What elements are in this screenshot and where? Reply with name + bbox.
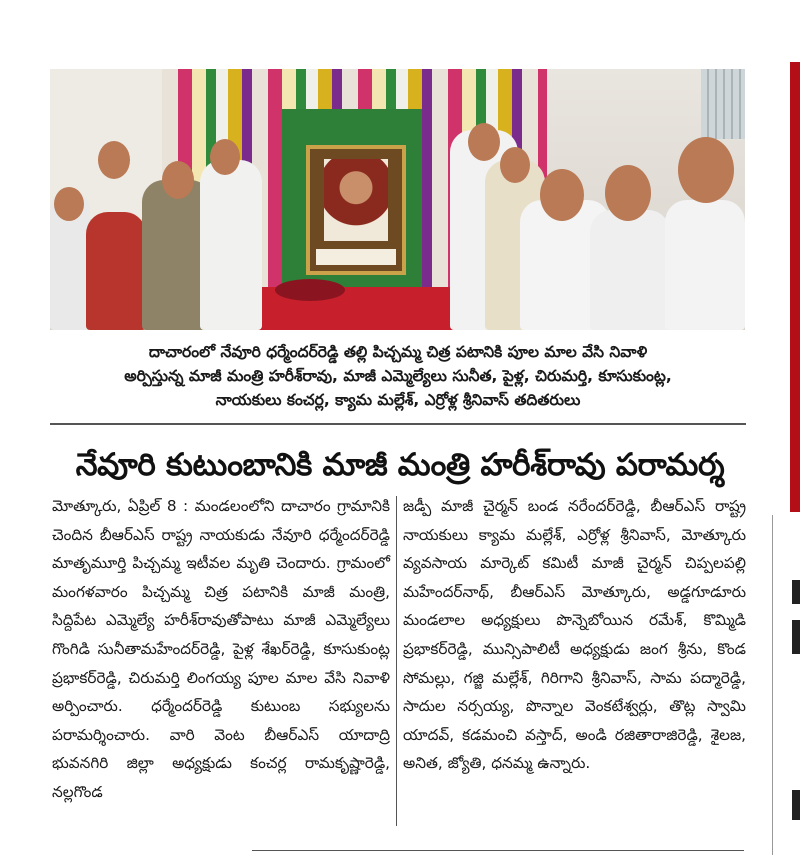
caption-line: నాయకులు కంచర్ల, క్యామ మల్లేశ్‌, ఎర్రోళ్ల శ్రీనివాస్‌ తదితరులు [215,391,581,409]
person-head [678,137,734,203]
person-figure [200,160,262,330]
flower-petals-plate [275,279,345,301]
person-head [468,123,500,161]
person-head [500,147,530,183]
caption-line: అర్పిస్తున్న మాజీ మంత్రి హరీశ్‌రావు, మాజీ ఎమ్మెల్యేలు సునీత, పైళ్ల, చిరుమర్తి, కూసుకుంట్ల, [124,367,672,385]
adjacent-page-mark [792,620,800,654]
person-figure [86,212,146,330]
photo-caption [52,340,744,412]
caption-line: దాచారంలో నేవూరి ధర్మేందర్‌రెడ్డి తల్లి పిచ్చమ్మ చిత్ర పటానికి పూల మాల వేసి నివాళి [148,343,648,361]
person-head [540,169,584,221]
column-rule [396,496,397,826]
person-figure [590,210,670,330]
adjacent-column-rule [772,515,773,855]
article-column-right [403,492,746,778]
portrait-face [324,159,388,241]
headline: నేవూరి కుటుంబానికి మాజీ మంత్రి హరీశ్‌రావు పరామర్శ [75,447,725,483]
news-photo [50,69,745,330]
memorial-portrait [306,145,406,275]
article-column-left [52,492,390,807]
person-head [54,187,84,221]
person-figure [665,200,745,330]
article-text: మోత్కూరు, ఏప్రిల్‌ 8 : మండలంలోని దాచారం గ్రామానికి చెందిన బీఆర్‌ఎస్‌ రాష్ట్ర నాయకుడు నేవూరి ధర్మేందర్‌రెడ్డి మాతృమూర్తి పిచ్చమ్మ ఇటీవల మృతి చెందారు. గ్రామంలో మంగళవారం పిచ్చమ్మ చిత్ర పటానికి మాజీ మంత్రి, సిద్దిపేట ఎమ్మెల్యే హరీశ్‌రావుతోపాటు మాజీ ఎమ్మెల్యేలు గొంగిడి సునీతామహేందర్‌రెడ్డి, పైళ్ల శేఖర్‌రెడ్డి, కూసుకుంట్ల ప్రభాకర్‌రెడ్డి, చిరుమర్తి లింగయ్య పూల మాల వేసి నివాళి అర్పించారు. ధర్మేందర్‌రెడ్డి కుటుంబ సభ్యులను పరామర్శించారు. వారి వెంట బీఆర్‌ఎస్‌ యాదాద్రి భువనగిరి జిల్లా అధ్యక్షుడు కంచర్ల రామకృష్ణారెడ్డి, నల్లగొండ [52,497,391,801]
person-head [98,141,130,179]
photo-window [701,69,745,139]
person-head [210,139,240,175]
portrait-caption-plate [316,249,396,265]
person-head [605,165,651,221]
caption-divider [50,423,746,425]
person-head [162,161,194,199]
adjacent-page-mark [792,790,800,820]
article-text: జడ్పీ మాజీ చైర్మన్‌ బండ నరేందర్‌రెడ్డి, బీఆర్‌ఎస్‌ రాష్ట్ర నాయకులు క్యామ మల్లేశ్‌, ఎర్రోళ్ల శ్రీనివాస్‌, మోత్కూరు వ్యవసాయ మార్కెట్‌ కమిటీ మాజీ చైర్మన్‌ చిప్పలపల్లి మహేందర్‌నాథ్‌, బీఆర్‌ఎస్‌ మోత్కూరు, అడ్డగూడూరు మండలాల అధ్యక్షులు పొన్నెబోయిన రమేశ్‌, కొమ్మిడి ప్రభాకర్‌రెడ్డి, మున్సిపాలిటీ అధ్యక్షుడు జంగ శ్రీను, కొండ సోమల్లు, గజ్జి మల్లేశ్‌, గిరిగాని శ్రీనివాస్‌, సామ పద్మారెడ్డి, సాదుల నర్సయ్య, పొన్నాల వెంకటేశ్వర్లు, తొట్ల స్వామి యాదవ్‌, కడమంచి వస్తాద్‌, అండి రజితారాజిరెడ్డి, శైలజ, అనిత, జ్యోతి, ధనమ్మ ఉన్నారు. [403,497,746,773]
adjacent-page-mark [792,580,800,604]
bottom-rule [252,850,744,851]
adjacent-page-edge [790,62,800,512]
